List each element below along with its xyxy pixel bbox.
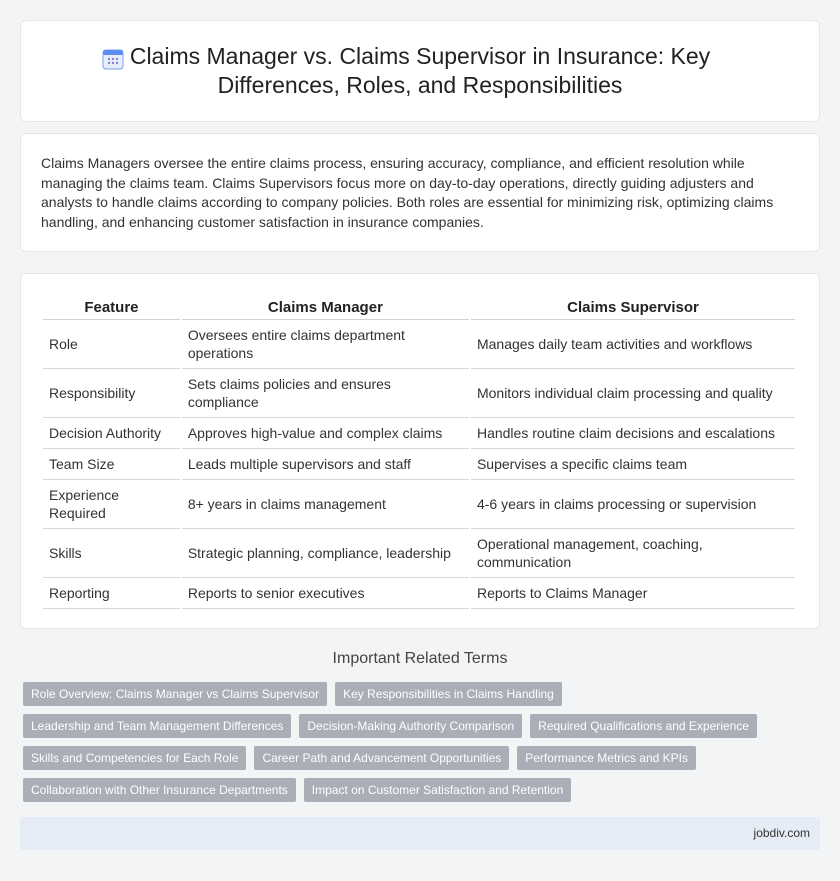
table-cell: Oversees entire claims department operations xyxy=(182,320,469,369)
title-card xyxy=(20,20,820,122)
header-claims-supervisor: Claims Supervisor xyxy=(471,296,795,320)
table-cell: Operational management, coaching, communication xyxy=(471,529,795,578)
table-cell: 8+ years in claims management xyxy=(182,480,469,529)
footer-site-link[interactable]: jobdiv.com xyxy=(753,826,810,840)
table-cell: Supervises a specific claims team xyxy=(471,449,795,480)
table-row xyxy=(43,449,795,480)
tag-row xyxy=(23,714,803,738)
table-cell: 4-6 years in claims processing or supervision xyxy=(471,480,795,529)
table-cell: Reporting xyxy=(43,578,180,609)
related-term-tag[interactable]: Performance Metrics and KPIs xyxy=(517,746,696,770)
table-cell: Decision Authority xyxy=(43,418,180,449)
table-cell: Reports to Claims Manager xyxy=(471,578,795,609)
table-cell: Approves high-value and complex claims xyxy=(182,418,469,449)
table-cell: Experience Required xyxy=(43,480,180,529)
related-term-tag[interactable]: Required Qualifications and Experience xyxy=(530,714,757,738)
table-cell: Handles routine claim decisions and escalations xyxy=(471,418,795,449)
table-cell: Leads multiple supervisors and staff xyxy=(182,449,469,480)
header-feature: Feature xyxy=(43,296,180,320)
table-cell: Role xyxy=(43,320,180,369)
related-term-tag[interactable]: Impact on Customer Satisfaction and Retention xyxy=(304,778,571,802)
table-cell: Team Size xyxy=(43,449,180,480)
table-cell: Strategic planning, compliance, leadership xyxy=(182,529,469,578)
table-row xyxy=(43,578,795,609)
tag-row xyxy=(23,746,803,770)
table-row xyxy=(43,369,795,418)
table-cell: Monitors individual claim processing and quality xyxy=(471,369,795,418)
table-row xyxy=(43,418,795,449)
related-terms-title: Important Related Terms xyxy=(332,650,508,667)
table-cell: Skills xyxy=(43,529,180,578)
related-term-tag[interactable]: Role Overview: Claims Manager vs Claims Supervisor xyxy=(23,682,327,706)
related-term-tag[interactable]: Key Responsibilities in Claims Handling xyxy=(335,682,562,706)
comparison-table xyxy=(41,296,797,609)
related-term-tag[interactable]: Career Path and Advancement Opportunities xyxy=(254,746,509,770)
related-term-tag[interactable]: Collaboration with Other Insurance Departments xyxy=(23,778,296,802)
intro-paragraph: Claims Managers oversee the entire claims process, ensuring accuracy, compliance, and efficient resolution while managing the claims team. Claims Supervisors focus more on day-to-day operations, directly guiding adjusters and analysts to handle claims according to company policies. Both roles are essential for minimizing risk, optimizing claims handling, and enhancing customer satisfaction in insurance companies. xyxy=(41,155,774,230)
footer-bar xyxy=(20,817,820,850)
table-cell: Responsibility xyxy=(43,369,180,418)
tag-row xyxy=(23,778,803,802)
table-row xyxy=(43,529,795,578)
table-cell: Reports to senior executives xyxy=(182,578,469,609)
intro-card xyxy=(20,133,820,252)
table-row xyxy=(43,480,795,529)
table-header-row xyxy=(43,296,795,320)
tag-row xyxy=(23,682,803,706)
comparison-table-card xyxy=(20,273,820,629)
related-term-tag[interactable]: Decision-Making Authority Comparison xyxy=(299,714,522,738)
related-terms-tags xyxy=(23,682,803,810)
related-term-tag[interactable]: Skills and Competencies for Each Role xyxy=(23,746,246,770)
page-title: Claims Manager vs. Claims Supervisor in Insurance: Key Differences, Roles, and Responsibilities xyxy=(129,43,711,98)
related-term-tag[interactable]: Leadership and Team Management Differences xyxy=(23,714,291,738)
table-cell: Sets claims policies and ensures compliance xyxy=(182,369,469,418)
table-row xyxy=(43,320,795,369)
header-claims-manager: Claims Manager xyxy=(182,296,469,320)
table-cell: Manages daily team activities and workflows xyxy=(471,320,795,369)
